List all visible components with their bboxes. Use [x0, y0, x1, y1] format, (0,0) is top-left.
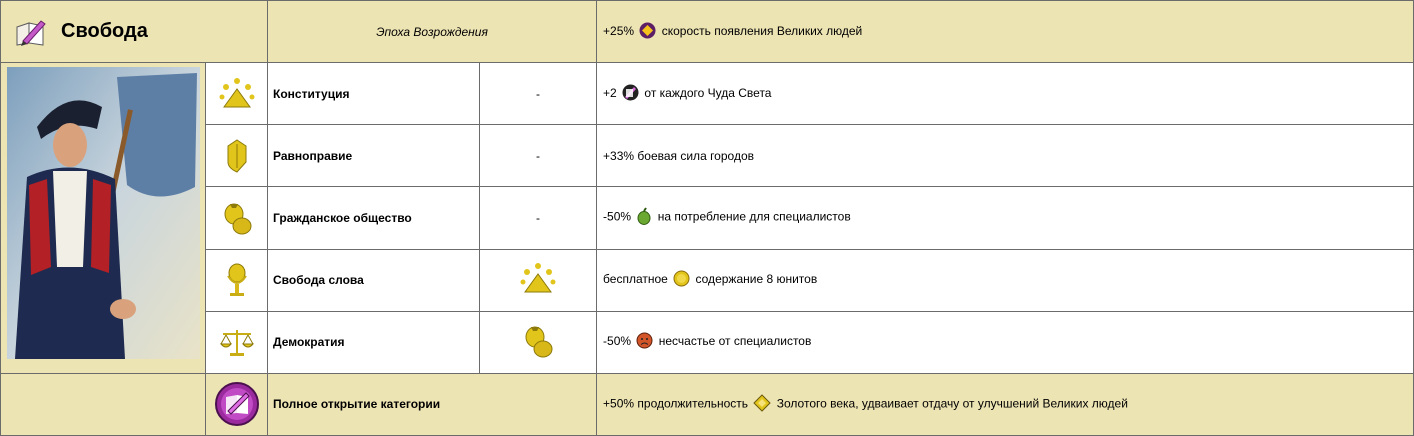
policy-effect: [597, 311, 1414, 373]
policy-name: Демократия: [268, 311, 480, 373]
liberty-soldier-portrait: [7, 67, 200, 359]
policy-name: Свобода слова: [268, 249, 480, 311]
finisher-empty-cell: [1, 373, 206, 435]
effect-pre: -50%: [603, 210, 632, 225]
policy-row: [1, 125, 1414, 187]
food-sack-icon: [220, 200, 254, 236]
tree-title-cell: [1, 1, 268, 63]
policy-name: Гражданское общество: [268, 187, 480, 249]
policy-icon-cell: [206, 249, 268, 311]
policy-requires: -: [480, 125, 597, 187]
era-label: Эпоха Возрождения: [268, 1, 597, 63]
policy-effect: [597, 249, 1414, 311]
policy-row: [1, 187, 1414, 249]
policy-icon-cell: [206, 125, 268, 187]
policy-requires: -: [480, 63, 597, 125]
gold-icon: [673, 270, 690, 290]
policy-name: Конституция: [268, 63, 480, 125]
food-sack-icon: [521, 323, 555, 359]
policy-name: Равноправие: [268, 125, 480, 187]
effect-pre: +50% продолжительность: [603, 396, 749, 411]
effect-post: от каждого Чуда Света: [644, 85, 772, 100]
policy-effect: [597, 187, 1414, 249]
finisher-effect: [597, 373, 1414, 435]
microphone-icon: [224, 262, 250, 298]
great-people-icon: [639, 22, 656, 42]
policy-icon-cell: [206, 187, 268, 249]
effect-pre: +2: [603, 85, 617, 100]
effect-pre: -50%: [603, 334, 632, 349]
policy-requires: [480, 311, 597, 373]
constitution-icon: [218, 77, 256, 111]
constitution-icon: [519, 262, 557, 296]
tree-bonus: [597, 1, 1414, 63]
policy-effect: [597, 125, 1414, 187]
tree-title: Свобода: [61, 20, 148, 43]
culture-icon: [622, 84, 639, 104]
liberty-tree-icon: [15, 17, 49, 47]
bonus-pre: +25%: [603, 23, 635, 38]
portrait-cell: [1, 63, 206, 374]
policy-requires: -: [480, 187, 597, 249]
header-row: [1, 1, 1414, 63]
finisher-row: [1, 373, 1414, 435]
policy-effect: [597, 63, 1414, 125]
liberty-emblem-icon: [214, 381, 260, 427]
finisher-name: Полное открытие категории: [268, 373, 597, 435]
policy-row: [1, 249, 1414, 311]
policy-icon-cell: [206, 311, 268, 373]
effect-post: содержание 8 юнитов: [695, 272, 818, 287]
effect-post: на потребление для специалистов: [657, 210, 851, 225]
policy-icon-cell: [206, 63, 268, 125]
effect-post: Золотого века, удваивает отдачу от улучшений Великих людей: [776, 396, 1128, 411]
bonus-post: скорость появления Великих людей: [661, 23, 863, 38]
finisher-icon-cell: [206, 373, 268, 435]
scales-icon: [219, 326, 255, 358]
shield-icon: [224, 138, 250, 174]
policy-requires: [480, 249, 597, 311]
policy-row: [1, 311, 1414, 373]
food-icon: [636, 207, 652, 228]
effect-pre: +33% боевая сила городов: [603, 148, 754, 163]
unhappy-icon: [636, 332, 653, 352]
golden-age-icon: [753, 394, 771, 415]
effect-pre: бесплатное: [603, 272, 668, 287]
policy-row: [1, 63, 1414, 125]
effect-post: несчастье от специалистов: [658, 334, 812, 349]
